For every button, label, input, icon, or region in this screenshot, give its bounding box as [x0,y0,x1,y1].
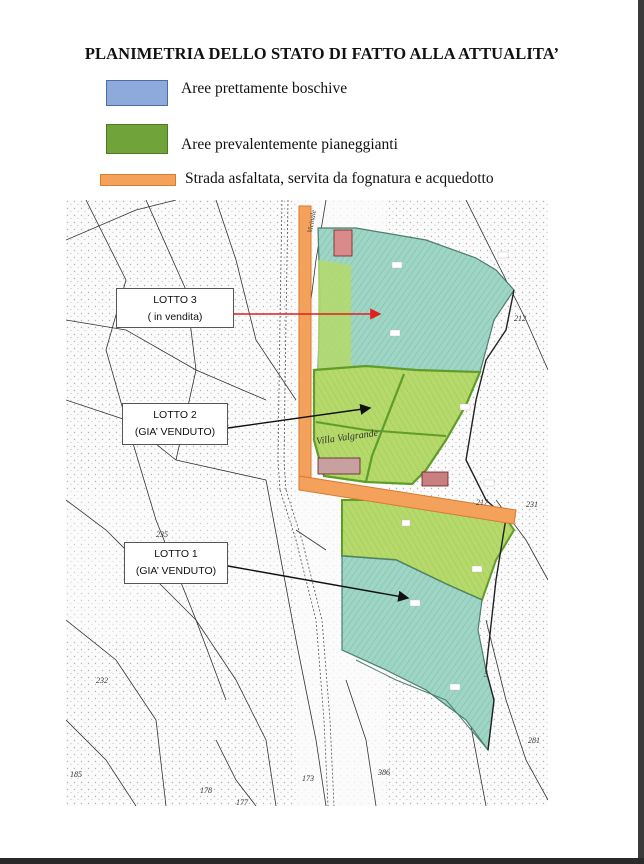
parcel-212: 212 [514,314,526,323]
lotto1-label-box [124,542,228,584]
page-border-right [638,0,644,864]
lotto3-status: ( in vendita) [147,311,203,323]
parcel-5: 5 [484,670,488,679]
lotto2-title: LOTTO 2 [153,409,197,421]
legend-label-flat: Aree prevalentemente pianeggianti [181,136,398,153]
lotto3-title: LOTTO 3 [153,294,197,306]
parcel-217: 217 [476,498,488,507]
parcel-232: 232 [96,676,108,685]
lotto2-label-box [122,403,228,445]
legend-label-road: Strada asfaltata, servita da fognatura e acquedotto [185,170,494,187]
lotto3-label-box [116,288,234,328]
page-border-bottom [0,858,644,864]
road-vertical [299,206,311,486]
lotto1-title: LOTTO 1 [154,548,198,560]
page-title: PLANIMETRIA DELLO STATO DI FATTO ALLA ATTUALITA’ [84,44,560,63]
parcel-386: 386 [378,768,390,777]
parcel-281: 281 [528,736,540,745]
legend-label-woodland: Aree prettamente boschive [181,80,348,97]
legend-swatch-woodland [106,80,168,106]
legend-swatch-road [100,174,176,186]
lotto2-building [318,458,360,474]
locality-label: Villa Valgrande [315,427,379,448]
parcel-231: 231 [526,500,538,509]
parcel-185: 185 [70,770,82,779]
parcel-178: 178 [200,786,212,795]
lotto2-status: (GIA’ VENDUTO) [134,426,216,438]
lotto3-building [334,230,352,256]
lotto1-status: (GIA’ VENDUTO) [135,565,217,577]
lotto3-flat-strip [318,260,351,370]
vicinale-label: Vicinale [306,209,318,234]
parcel-177: 177 [236,798,248,806]
parcel-173: 173 [302,774,314,783]
parcel-235: 235 [156,530,168,539]
legend-swatch-flat [106,124,168,154]
